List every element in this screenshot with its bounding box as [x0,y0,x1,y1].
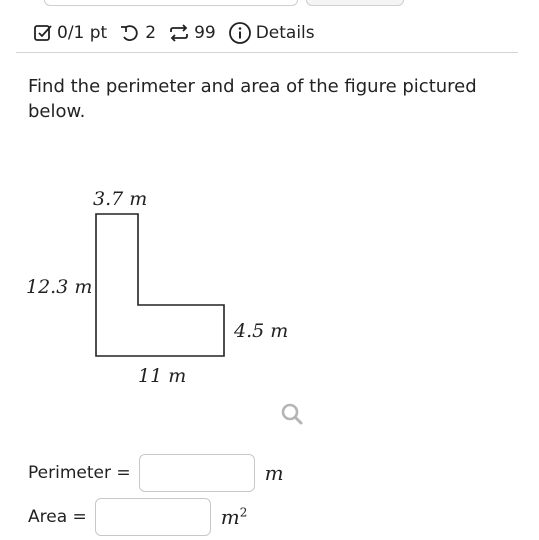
perimeter-label: Perimeter = [28,463,131,483]
score-text: 0/1 pt [57,23,108,43]
l-shape-figure [0,170,539,400]
perimeter-row [28,454,284,492]
area-unit-wrap [221,505,248,529]
toolbar-remnant-right [306,0,404,6]
details-link[interactable]: Details [255,23,315,43]
undo-icon [119,23,141,43]
perimeter-input[interactable] [139,454,255,492]
repeat-icon [168,23,190,43]
question-text: Find the perimeter and area of the figure pictured below. [28,76,477,122]
area-input[interactable] [95,498,211,536]
label-bottom: 11 m [138,365,187,387]
checkbox-icon [33,23,53,43]
score-item [33,23,107,43]
attempts-item [168,23,216,43]
retries-item [119,23,156,43]
area-unit: m [220,505,240,529]
area-label: Area = [28,507,87,527]
retries-count: 2 [145,23,157,43]
divider [16,52,518,53]
label-left: 12.3 m [26,276,93,298]
perimeter-unit: m [264,461,284,485]
details-item[interactable] [228,21,315,45]
question-meta-bar [33,18,321,48]
attempts-count: 99 [194,23,216,43]
l-shape-outline [96,214,224,356]
area-unit-exponent: 2 [239,505,248,520]
magnify-icon[interactable] [280,402,304,426]
area-row [28,498,247,536]
label-top: 3.7 m [93,188,148,210]
label-right: 4.5 m [234,320,289,342]
info-icon[interactable] [228,21,252,45]
toolbar-remnant-left [44,0,298,6]
